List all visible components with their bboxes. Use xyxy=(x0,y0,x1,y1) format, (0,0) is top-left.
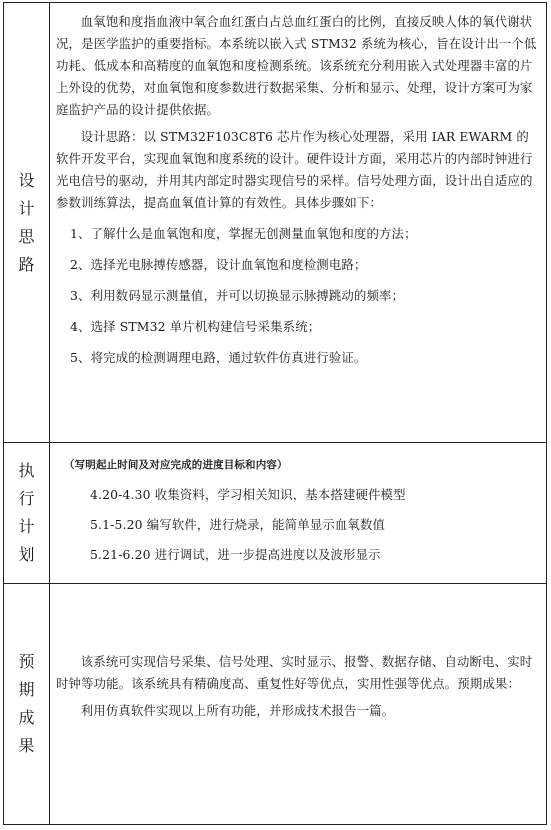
outcome-label-char: 成 xyxy=(18,707,35,727)
outcome-paragraph: 该系统可实现信号采集、信号处理、实时显示、报警、数据存储、自动断电、实时时钟等功能。该系统具有精确度高、重复性好等优点，实用性强等优点。预期成果： xyxy=(56,654,533,691)
step-item: 1、了解什么是血氧饱和度，掌握无创测量血氧饱和度的方法； xyxy=(70,226,417,241)
plan-label-char: 执 xyxy=(18,460,35,480)
design-label-char: 计 xyxy=(18,198,35,218)
plan-label xyxy=(4,442,49,583)
design-label xyxy=(4,3,49,442)
design-approach-paragraph: 设计思路：以 STM32F103C8T6 芯片作为核心处理器，采用 IAR EWARM 的软件开发平台，实现血氧饱和度系统的设计。硬件设计方面，采用芯片的内部时钟进行光电信号的驱动，并用其内部定时器实现信号的采样。信号处理方面，设计出自适应的参数训练算法，提高血氧值计算的有效性。具体步骤如下： xyxy=(56,129,533,210)
design-label-char: 思 xyxy=(18,226,35,246)
outcome-label-char: 期 xyxy=(18,679,35,699)
column-divider xyxy=(49,3,50,824)
step-item: 5、将完成的检测调理电路，通过软件仿真进行验证。 xyxy=(70,350,367,365)
plan-content xyxy=(56,454,540,566)
outcome-label-char: 预 xyxy=(18,651,35,671)
row-divider xyxy=(4,442,546,443)
outcome-label xyxy=(4,583,49,824)
plan-item: 4.20-4.30 收集资料，学习相关知识，基本搭建硬件模型 xyxy=(90,487,406,502)
design-paragraph: 血氧饱和度指血液中氧合血红蛋白占总血红蛋白的比例，直接反映人体的氧代谢状况，是医学监护的重要指标。本系统以嵌入式 STM32 系统为核心，旨在设计出一个低功耗、低成本和高精度的血氧饱和度检测系统。该系统充分利用嵌入式处理器丰富的片上外设的优势，对血氧饱和度参数进行数据采集、分析和显示、处理，设计方案可为家庭监护产品的设计提供依据。 xyxy=(56,14,537,117)
plan-note: （写明起止时间及对应完成的进度目标和内容） xyxy=(64,459,288,471)
outcome-label-char: 果 xyxy=(18,735,35,755)
proposal-table xyxy=(3,2,547,825)
outcome-content xyxy=(56,651,540,722)
outcome-result: 利用仿真软件实现以上所有功能，并形成技术报告一篇。 xyxy=(80,703,395,718)
step-item: 2、选择光电脉搏传感器，设计血氧饱和度检测电路； xyxy=(70,257,367,272)
plan-label-char: 划 xyxy=(18,544,35,564)
plan-item: 5.21-6.20 进行调试，进一步提高进度以及波形显示 xyxy=(90,547,381,562)
design-content xyxy=(56,11,540,369)
design-label-char: 路 xyxy=(18,254,35,274)
step-item: 3、利用数码显示测量值，并可以切换显示脉搏跳动的频率； xyxy=(70,288,405,303)
plan-label-char: 行 xyxy=(18,488,35,508)
plan-label-char: 计 xyxy=(18,516,35,536)
step-item: 4、选择 STM32 单片机构建信号采集系统； xyxy=(70,319,321,334)
row-divider xyxy=(4,583,546,584)
plan-item: 5.1-5.20 编写软件，进行烧录，能简单显示血氧数值 xyxy=(90,517,386,532)
design-label-char: 设 xyxy=(18,170,35,190)
